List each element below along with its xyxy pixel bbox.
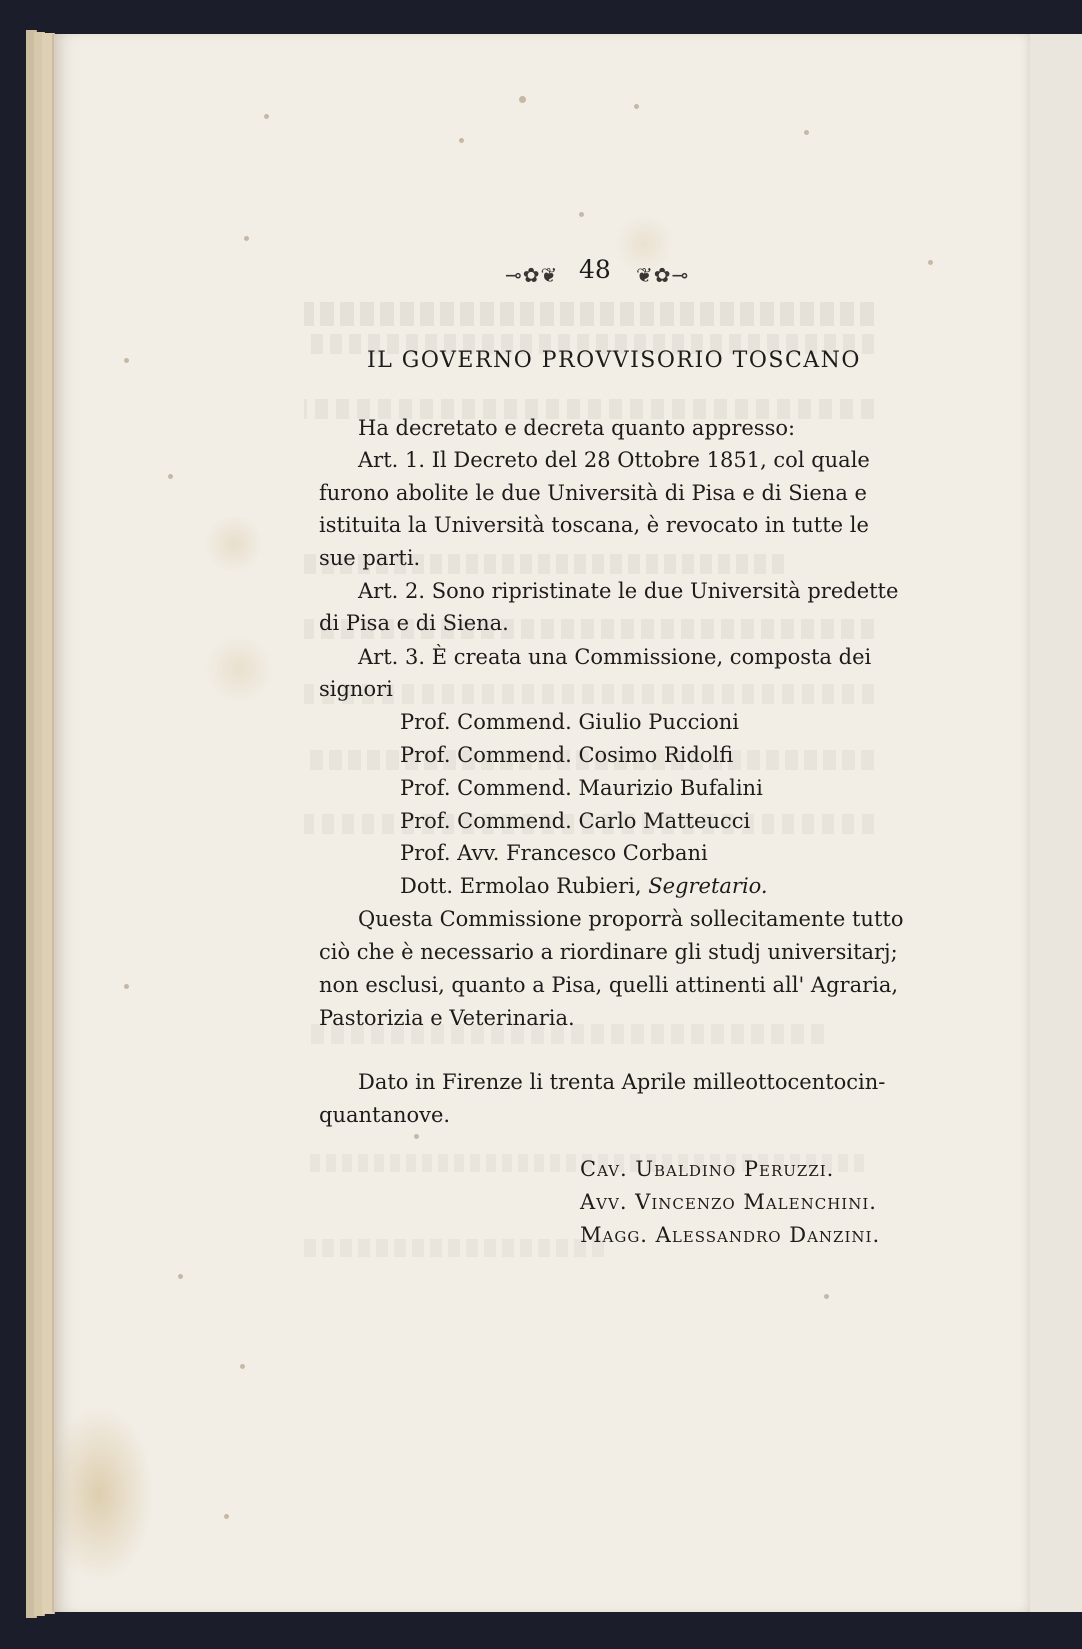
art3-line1: Art. 3. È creata una Commissione, composta dei: [358, 645, 872, 669]
art1-line3: istituita la Università toscana, è revocato in tutte le: [319, 513, 869, 537]
signatory: Magg. Alessandro Danzini.: [580, 1223, 881, 1247]
date-line2: quantanove.: [319, 1103, 451, 1127]
foxing-spot: [519, 96, 526, 103]
art2-line2: di Pisa e di Siena.: [319, 611, 509, 635]
foxing-spot: [124, 358, 129, 363]
water-stain: [44, 1404, 154, 1584]
bleed-through: [304, 1239, 604, 1257]
facing-page-edge: [1028, 34, 1082, 1612]
commission-line4: Pastorizia e Veterinaria.: [319, 1006, 575, 1030]
member-item: Prof. Commend. Giulio Puccioni: [400, 710, 740, 734]
page-number: 48: [579, 255, 611, 284]
member-item: Prof. Commend. Maurizio Bufalini: [400, 776, 763, 800]
art1-line1: Art. 1. Il Decreto del 28 Ottobre 1851, col quale: [358, 448, 870, 472]
foxing-spot: [264, 114, 269, 119]
member-item: Prof. Commend. Carlo Matteucci: [400, 809, 751, 833]
foxing-spot: [178, 1274, 183, 1279]
right-ornament-icon: ❦✿⊸: [636, 263, 690, 287]
foxing-spot: [240, 1364, 245, 1369]
art1-line4: sue parti.: [319, 546, 421, 570]
secretary-line: [400, 874, 768, 898]
foxing-spot: [124, 984, 129, 989]
foxing-spot: [634, 104, 639, 109]
secretary-role: Segretario.: [648, 874, 768, 898]
stain: [204, 634, 274, 704]
foxing-spot: [579, 212, 584, 217]
commission-line2: ciò che è necessario a riordinare gli studj universitarj;: [319, 940, 898, 964]
left-ornament-icon: ⊸✿❦: [505, 263, 559, 287]
foxing-spot: [414, 1134, 419, 1139]
foxing-spot: [928, 260, 933, 265]
foxing-spot: [168, 474, 173, 479]
member-item: Prof. Commend. Cosimo Ridolfi: [400, 743, 734, 767]
member-item: Prof. Avv. Francesco Corbani: [400, 841, 708, 865]
foxing-spot: [224, 1514, 229, 1519]
foxing-spot: [824, 1294, 829, 1299]
foxing-spot: [804, 130, 809, 135]
secretary-name: Dott. Ermolao Rubieri,: [400, 874, 649, 898]
foxing-spot: [244, 236, 249, 241]
commission-line1: Questa Commissione proporrà sollecitamente tutto: [358, 907, 904, 931]
art3-line2: signori: [319, 677, 393, 701]
art2-line1: Art. 2. Sono ripristinate le due Università predette: [358, 579, 899, 603]
stain: [204, 514, 264, 574]
bleed-through: [304, 302, 874, 326]
preamble: Ha decretato e decreta quanto appresso:: [358, 416, 796, 440]
commission-line3: non esclusi, quanto a Pisa, quelli attinenti all' Agraria,: [319, 973, 899, 997]
signatory: Avv. Vincenzo Malenchini.: [580, 1190, 877, 1214]
date-line1: Dato in Firenze li trenta Aprile milleottocentocin-: [358, 1070, 886, 1094]
page-title: IL GOVERNO PROVVISORIO TOSCANO: [367, 348, 861, 373]
art1-line2: furono abolite le due Università di Pisa e di Siena e: [319, 481, 867, 505]
signatory: Cav. Ubaldino Peruzzi.: [580, 1157, 835, 1181]
foxing-spot: [459, 138, 464, 143]
